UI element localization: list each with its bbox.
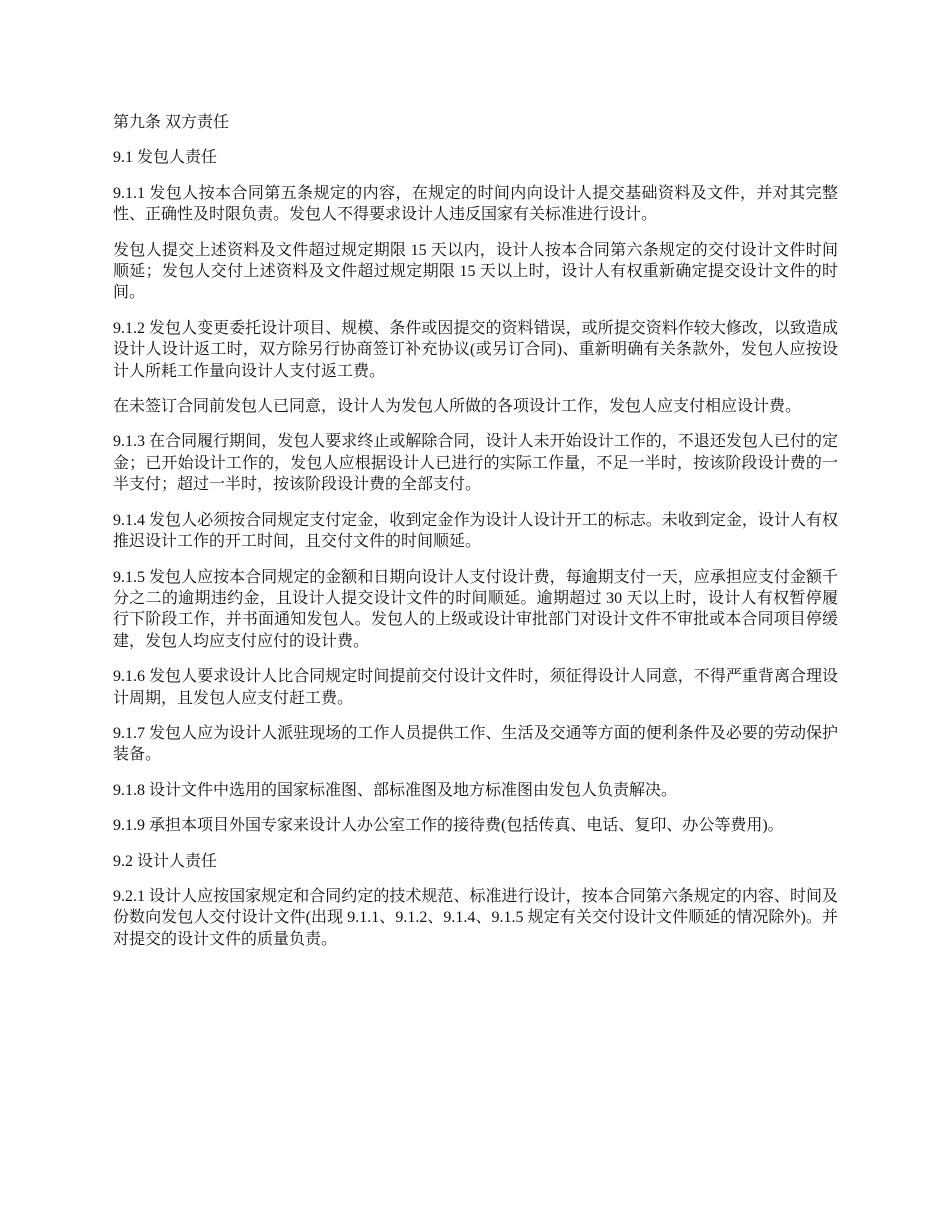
clause-9-1-3: 9.1.3 在合同履行期间，发包人要求终止或解除合同，设计人未开始设计工作的，不退还发包人已付的定金；已开始设计工作的，发包人应根据设计人已进行的实际工作量，不足一半时，按该阶段设计费的一半支付；超过一半时，按该阶段设计费的全部支付。 (113, 433, 838, 494)
clause-9-2-1: 9.2.1 设计人应按国家规定和合同约定的技术规范、标准进行设计，按本合同第六条规定的内容、时间及份数向发包人交付设计文件(出现 9.1.1、9.1.2、9.1.4、9.1.5 规定有关交付设计文件顺延的情况除外)。并对提交的设计文件的质量负责。 (113, 887, 838, 948)
clause-9-1-1: 9.1.1 发包人按本合同第五条规定的内容，在规定的时间内向设计人提交基础资料及文件，并对其完整性、正确性及时限负责。发包人不得要求设计人违反国家有关标准进行设计。 (113, 184, 838, 224)
clause-9-1-1-continued: 发包人提交上述资料及文件超过规定期限 15 天以内，设计人按本合同第六条规定的交付设计文件时间顺延；发包人交付上述资料及文件超过规定期限 15 天以上时，设计人有权重新确定提交设计文件的时间。 (113, 241, 838, 302)
clause-9-1-7: 9.1.7 发包人应为设计人派驻现场的工作人员提供工作、生活及交通等方面的便利条件及必要的劳动保护装备。 (113, 724, 838, 764)
article-heading: 第九条 双方责任 (113, 114, 230, 131)
section-heading-9-2: 9.2 设计人责任 (113, 852, 218, 870)
document-body (113, 112, 838, 964)
section-heading-9-1: 9.1 发包人责任 (113, 149, 218, 167)
clause-9-1-5: 9.1.5 发包人应按本合同规定的金额和日期向设计人支付设计费，每逾期支付一天，应承担应支付金额千分之二的逾期违约金，且设计人提交设计文件的时间顺延。逾期超过 30 天以上时，设计人有权暂停履行下阶段工作，并书面通知发包人。发包人的上级或设计审批部门对设计文件不审批或本合同项目停缓建，发包人均应支付应付的设计费。 (113, 568, 838, 650)
clause-9-1-2-continued: 在未签订合同前发包人已同意，设计人为发包人所做的各项设计工作，发包人应支付相应设计费。 (113, 398, 802, 416)
clause-9-1-9: 9.1.9 承担本项目外国专家来设计人办公室工作的接待费(包括传真、电话、复印、办公等费用)。 (113, 817, 784, 835)
clause-9-1-6: 9.1.6 发包人要求设计人比合同规定时间提前交付设计文件时，须征得设计人同意，不得严重背离合理设计周期，且发包人应支付赶工费。 (113, 668, 838, 707)
clause-9-1-4: 9.1.4 发包人必须按合同规定支付定金，收到定金作为设计人设计开工的标志。未收到定金，设计人有权推迟设计工作的开工时间，且交付文件的时间顺延。 (113, 511, 838, 551)
clause-9-1-2: 9.1.2 发包人变更委托设计项目、规模、条件或因提交的资料错误，或所提交资料作较大修改，以致造成设计人设计返工时，双方除另行协商签订补充协议(或另订合同)、重新明确有关条款外，发包人应按设计人所耗工作量向设计人支付返工费。 (113, 319, 838, 380)
clause-9-1-8: 9.1.8 设计文件中选用的国家标准图、部标准图及地方标准图由发包人负责解决。 (113, 781, 678, 799)
